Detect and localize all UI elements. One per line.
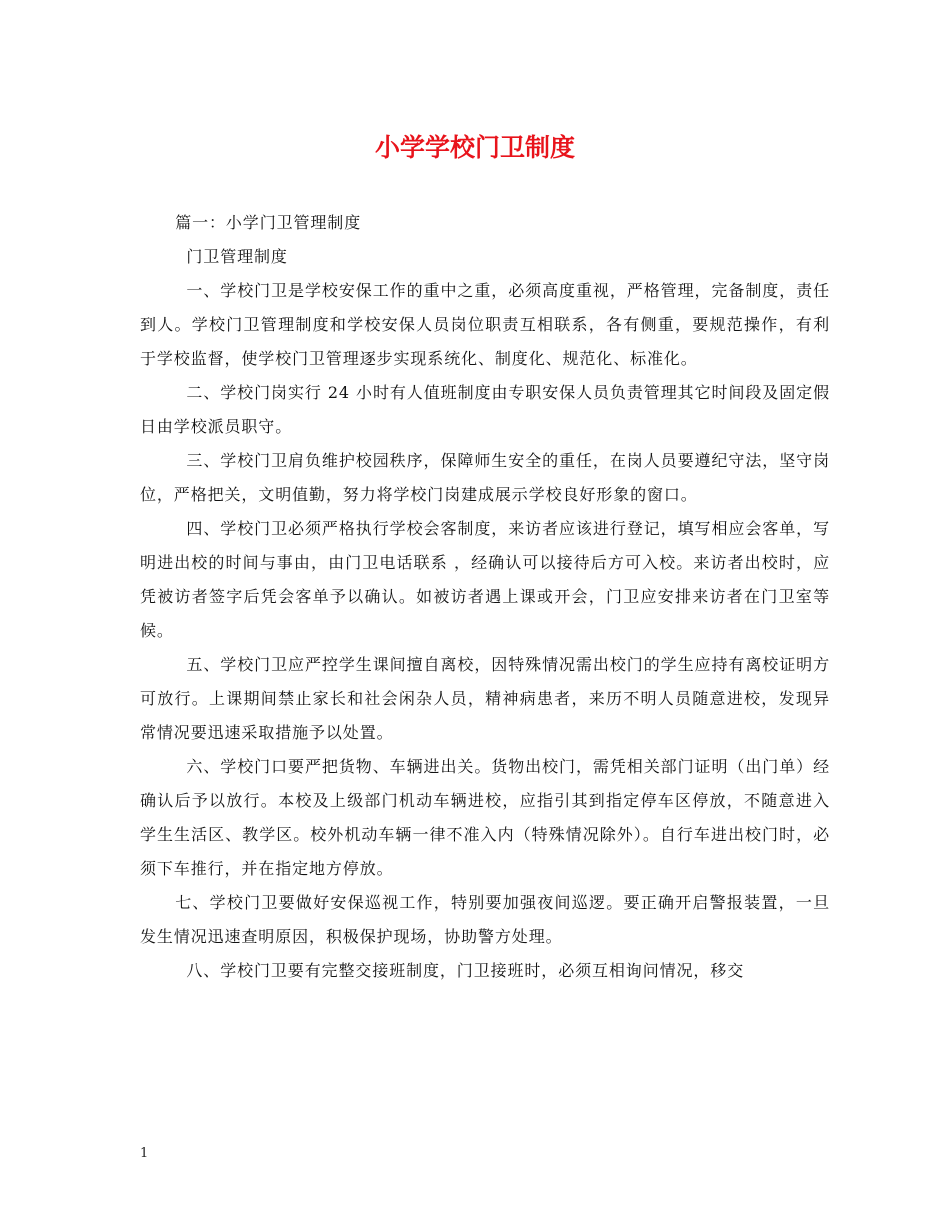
page-number: 1 xyxy=(140,1146,149,1161)
document-body xyxy=(140,206,830,988)
paragraph-5: 五、学校门卫应严控学生课间擅自离校，因特殊情况需出校门的学生应持有离校证明方可放行。上课期间禁止家长和社会闲杂人员，精神病患者，来历不明人员随意进校，发现异常情况要迅速采取措施予以处置。 xyxy=(140,655,830,742)
document-subtitle: 篇一：小学门卫管理制度 xyxy=(175,213,362,232)
paragraph-1: 一、学校门卫是学校安保工作的重中之重，必须高度重视，严格管理，完备制度，责任到人。学校门卫管理制度和学校安保人员岗位职责互相联系，各有侧重，要规范操作，有利于学校监督，使学校门卫管理逐步实现系统化、制度化、规范化、标准化。 xyxy=(140,281,830,368)
paragraph-8: 八、学校门卫要有完整交接班制度，门卫接班时，必须互相询问情况，移交 xyxy=(186,961,745,980)
paragraph-7: 七、学校门卫要做好安保巡视工作，特别要加强夜间巡逻。要正确开启警报装置，一旦发生情况迅速查明原因，积极保护现场，协助警方处理。 xyxy=(140,893,830,946)
paragraph-6: 六、学校门口要严把货物、车辆进出关。货物出校门，需凭相关部门证明（出门单）经确认后予以放行。本校及上级部门机动车辆进校，应指引其到指定停车区停放，不随意进入学生生活区、教学区。校外机动车辆一律不准入内（特殊情况除外）。自行车进出校门时，必须下车推行，并在指定地方停放。 xyxy=(140,757,830,878)
paragraph-2: 二、学校门岗实行 24 小时有人值班制度由专职安保人员负责管理其它时间段及固定假日由学校派员职守。 xyxy=(140,383,830,436)
document-title: 小学学校门卫制度 xyxy=(374,133,575,162)
paragraph-3: 三、学校门卫肩负维护校园秩序，保障师生安全的重任，在岗人员要遵纪守法，坚守岗位，严格把关，文明值勤，努力将学校门岗建成展示学校良好形象的窗口。 xyxy=(140,451,830,504)
section-heading: 门卫管理制度 xyxy=(186,247,288,266)
paragraph-4: 四、学校门卫必须严格执行学校会客制度，来访者应该进行登记，填写相应会客单，写明进出校的时间与事由，由门卫电话联系 ，经确认可以接待后方可入校。来访者出校时，应凭被访者签字后凭会客单予以确认。如被访者遇上课或开会，门卫应安排来访者在门卫室等候。 xyxy=(140,519,830,640)
